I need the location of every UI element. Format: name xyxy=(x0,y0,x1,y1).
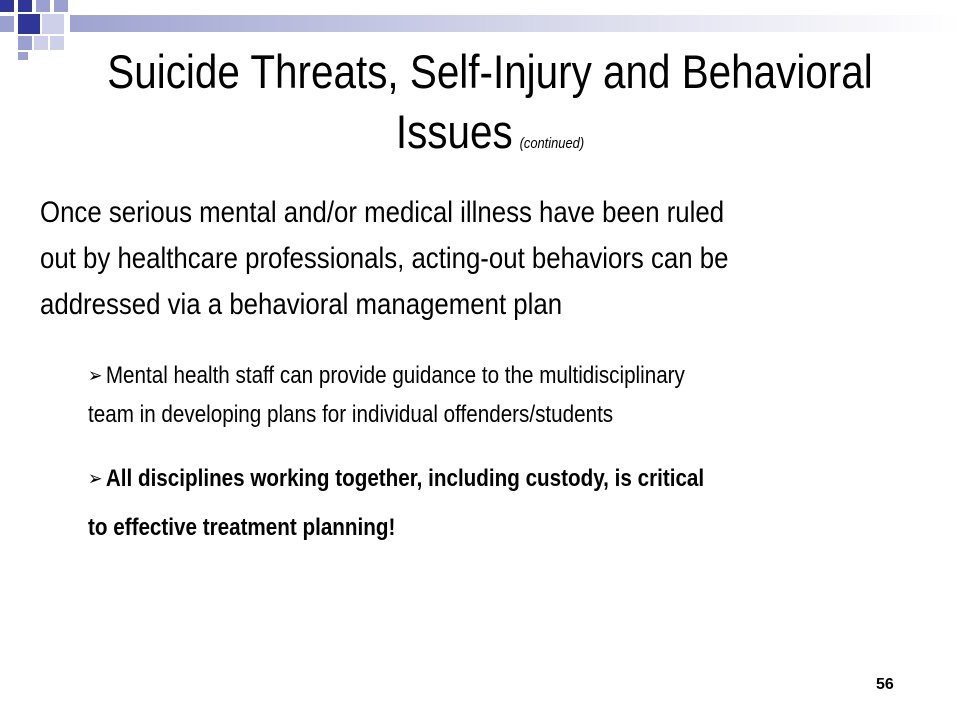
header-gradient-band xyxy=(70,15,960,32)
intro-line-3: addressed via a behavioral management plan xyxy=(40,288,563,321)
square-mid-4 xyxy=(18,36,32,50)
intro-line-2: out by healthcare professionals, acting-out behaviors can be xyxy=(40,242,729,275)
page-number: 56 xyxy=(876,676,894,693)
bullet-1-line-2: team in developing plans for individual offenders/students xyxy=(88,401,614,428)
slide-title xyxy=(103,42,877,174)
bullet-1-line-1 xyxy=(88,357,914,396)
title-line-2-text: Issues xyxy=(395,105,513,158)
square-mid-5 xyxy=(18,52,28,60)
intro-line-1: Once serious mental and/or medical illness have been ruled xyxy=(40,196,725,229)
square-mid-2 xyxy=(54,0,68,12)
bullet-2-line-2: to effective treatment planning! xyxy=(88,514,396,541)
arrow-bullet-icon: ➢ xyxy=(88,468,103,490)
arrow-bullet-icon: ➢ xyxy=(88,365,103,387)
title-line-2 xyxy=(103,102,877,174)
bullet-2-line-1-text: All disciplines working together, including custody, is critical xyxy=(105,465,705,492)
square-mid-3 xyxy=(0,16,14,32)
square-light-3 xyxy=(50,36,64,50)
bullet-1-line-1-text: Mental health staff can provide guidance to the multidisciplinary xyxy=(105,362,685,389)
intro-paragraph xyxy=(40,190,866,328)
bullet-item-2 xyxy=(88,455,914,551)
bullet-2-line-1 xyxy=(88,455,914,504)
square-mid-1 xyxy=(36,0,50,12)
title-continued-label: (continued) xyxy=(519,135,585,152)
square-dark-3 xyxy=(18,14,40,34)
square-light-1 xyxy=(42,14,64,34)
bullet-item-1 xyxy=(88,357,914,434)
square-light-2 xyxy=(34,36,48,50)
square-dark-1 xyxy=(0,0,14,12)
title-line-1: Suicide Threats, Self-Injury and Behavioral xyxy=(107,45,873,98)
square-dark-2 xyxy=(18,0,32,12)
